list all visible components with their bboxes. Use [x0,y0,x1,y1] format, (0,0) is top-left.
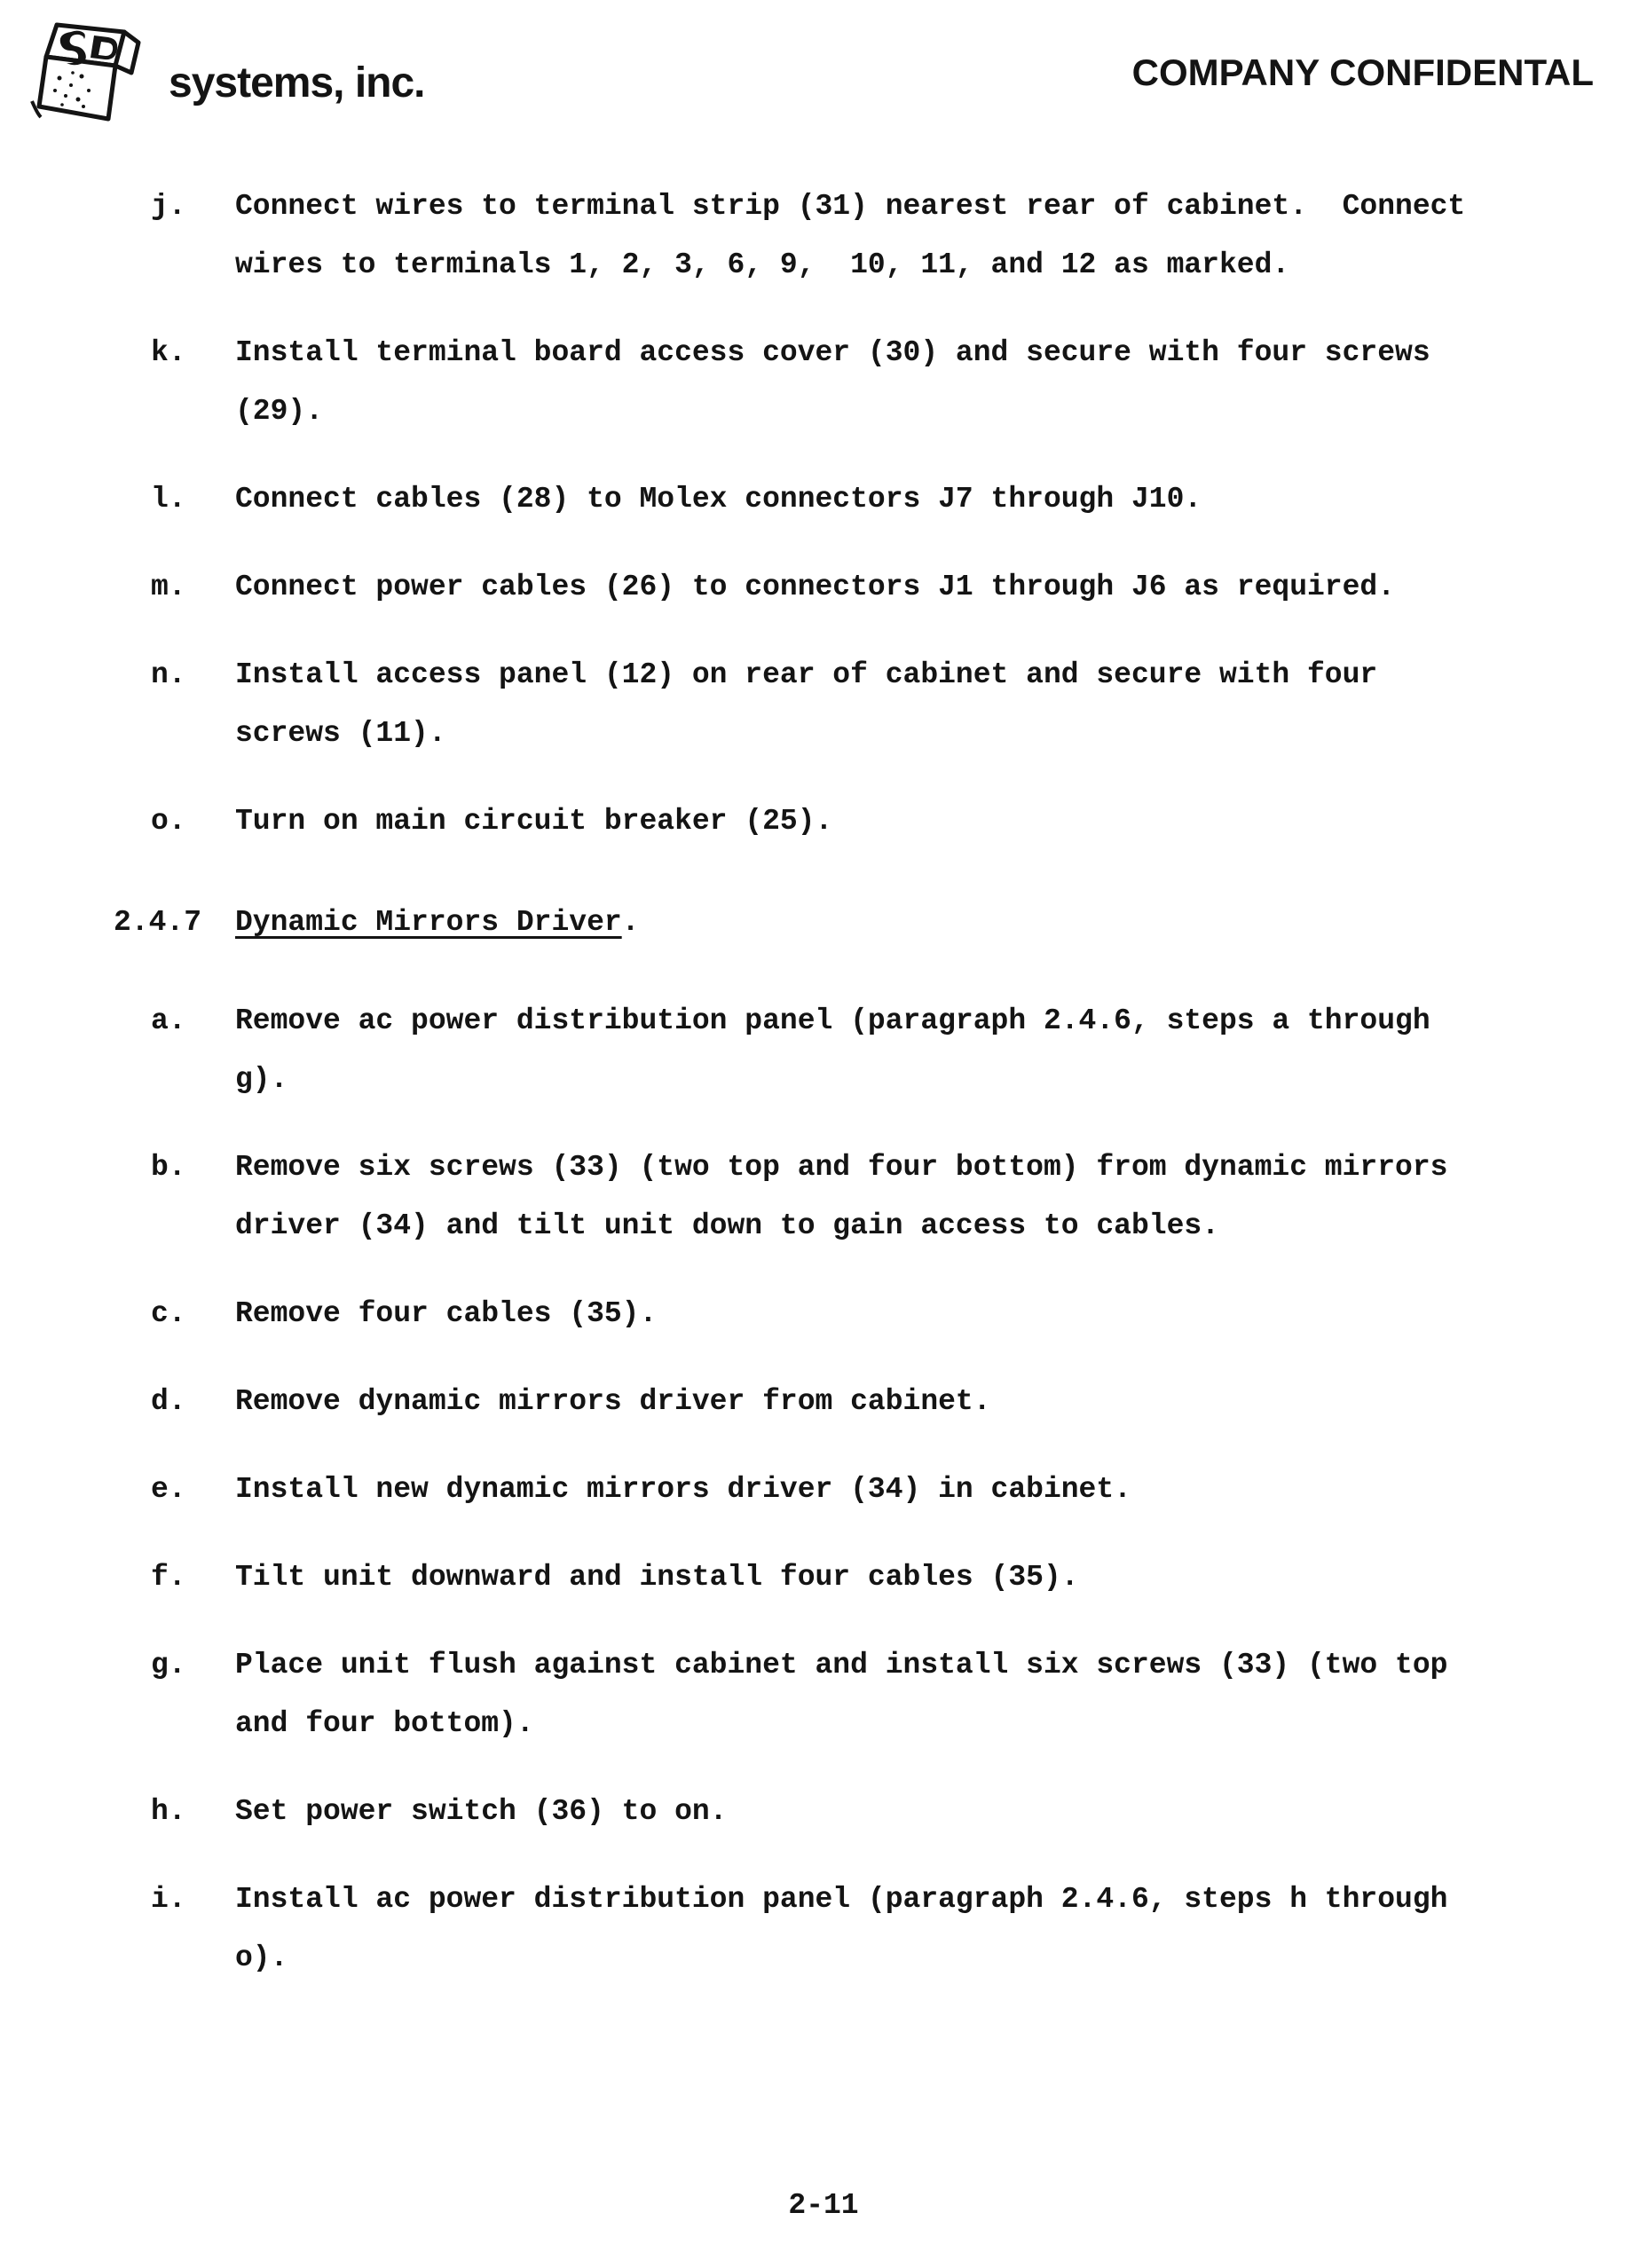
section-heading [0,894,1647,952]
step-text: Remove ac power distribution panel (paragraph 2.4.6, steps a through g). [235,1004,1430,1096]
step-label: a. [151,1004,186,1037]
brand-name: systems, inc. [169,59,425,106]
step-label: g. [151,1649,186,1681]
step-text: Remove dynamic mirrors driver from cabinet. [235,1385,991,1418]
step-text: Connect power cables (26) to connectors J1 through J6 as required. [235,571,1396,603]
step-item-j [0,177,1647,295]
step-text: Remove six screws (33) (two top and four bottom) from dynamic mirrors driver (34) and tilt unit down to gain access to cables. [235,1151,1448,1242]
step-text: Place unit flush against cabinet and install six screws (33) (two top and four bottom). [235,1649,1448,1740]
brand [20,16,425,133]
step-item-g [0,1636,1647,1753]
step-item-f [0,1548,1647,1607]
step-text: Remove four cables (35). [235,1297,658,1330]
step-item-e [0,1461,1647,1519]
step-item-c [0,1285,1647,1343]
step-item-n [0,646,1647,763]
step-item-o [0,792,1647,851]
step-label: d. [151,1385,186,1418]
step-item-i [0,1870,1647,1988]
step-text: Install new dynamic mirrors driver (34) in cabinet. [235,1473,1131,1506]
page-header [0,0,1647,133]
step-text: Install access panel (12) on rear of cabinet and secure with four screws (11). [235,658,1378,750]
classification-label: COMPANY CONFIDENTAL [1131,51,1594,93]
step-label: m. [151,571,186,603]
step-text: Connect wires to terminal strip (31) nearest rear of cabinet. Connect wires to terminals 1, 2, 3, 6, 9, 10, 11, and 12 as marked. [235,190,1466,281]
step-text: Install terminal board access cover (30) and secure with four screws (29). [235,336,1430,428]
step-text: Set power switch (36) to on. [235,1795,728,1828]
step-label: i. [151,1883,186,1916]
step-item-k [0,324,1647,441]
section-title-suffix: . [621,906,640,939]
step-item-m [0,558,1647,617]
company-logo-icon [20,16,153,133]
section-title: Dynamic Mirrors Driver [235,906,622,939]
step-item-l [0,470,1647,529]
step-label: c. [151,1297,186,1330]
step-item-h [0,1783,1647,1841]
document-body [0,177,1647,1988]
step-label: o. [151,805,186,838]
page-number: 2-11 [788,2189,859,2222]
step-label: e. [151,1473,186,1506]
step-text: Tilt unit downward and install four cables (35). [235,1561,1079,1594]
step-item-a [0,992,1647,1109]
step-label: j. [151,190,186,223]
step-item-d [0,1373,1647,1431]
step-item-b [0,1138,1647,1256]
step-text: Install ac power distribution panel (paragraph 2.4.6, steps h through o). [235,1883,1448,1974]
step-label: k. [151,336,186,369]
step-label: h. [151,1795,186,1828]
step-label: n. [151,658,186,691]
step-label: f. [151,1561,186,1594]
section-number: 2.4.7 [114,906,202,939]
step-label: b. [151,1151,186,1184]
step-label: l. [151,483,186,516]
step-text: Turn on main circuit breaker (25). [235,805,833,838]
step-text: Connect cables (28) to Molex connectors J7 through J10. [235,483,1202,516]
